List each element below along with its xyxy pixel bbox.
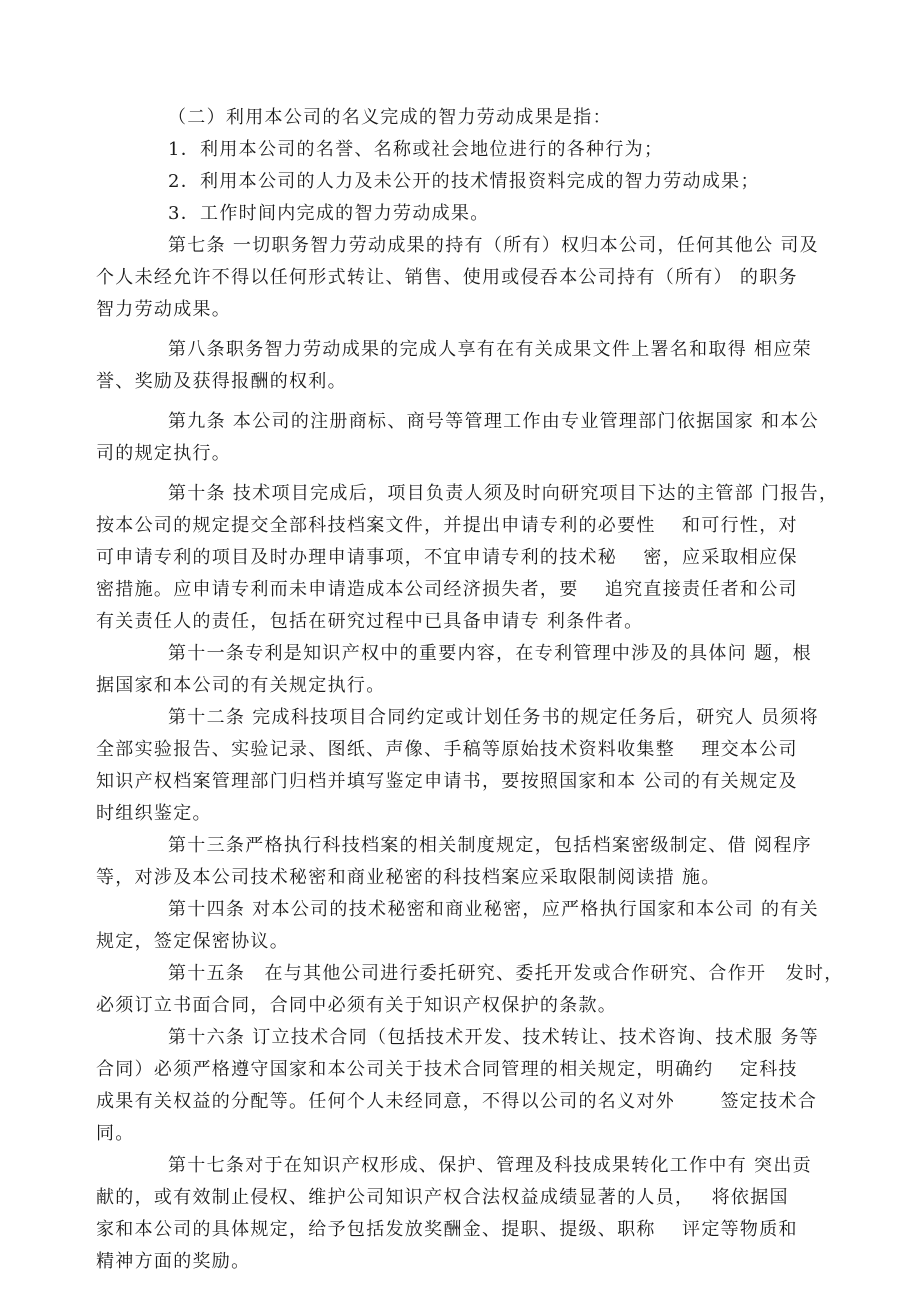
text-line: 献的，或有效制止侵权、维护公司知识产权合法权益成绩显著的人员， 将依据国	[96, 1187, 789, 1208]
text-line: 知识产权档案管理部门归档并填写鉴定申请书，要按照国家和本 公司的有关规定及	[96, 771, 798, 792]
text-line: 密措施。应申请专利而未申请造成本公司经济损失者，要 追究直接责任者和公司	[96, 579, 798, 600]
text-line: 合同）必须严格遵守国家和本公司关于技术合同管理的相关规定，明确约 定科技	[96, 1059, 798, 1080]
text-line: 规定，签定保密协议。	[96, 931, 289, 952]
text-line: 第十五条 在与其他公司进行委托研究、委托开发或合作研究、合作开 发时，	[168, 963, 844, 984]
text-line: 智力劳动成果。	[96, 299, 232, 320]
text-line: 据国家和本公司的有关规定执行。	[96, 675, 386, 696]
text-line: 同。	[96, 1123, 135, 1144]
text-line: 司的规定执行。	[96, 443, 232, 464]
text-line: 有关责任人的责任，包括在研究过程中已具备申请专 利条件者。	[96, 611, 644, 632]
text-line: 第九条 本公司的注册商标、商号等管理工作由专业管理部门依据国家 和本公	[168, 411, 819, 432]
text-line: 2．利用本公司的人力及未公开的技术情报资料完成的智力劳动成果；	[168, 171, 760, 192]
text-line: 3．工作时间内完成的智力劳动成果。	[168, 203, 490, 224]
text-line: 成果有关权益的分配等。任何个人未经同意，不得以公司的名义对外 签定技术合	[96, 1091, 818, 1112]
text-line: 第十条 技术项目完成后，项目负责人须及时向研究项目下达的主管部 门报告，	[168, 483, 839, 504]
text-line: 时组织鉴定。	[96, 803, 212, 824]
text-line: 等，对涉及本公司技术秘密和商业秘密的科技档案应采取限制阅读措 施。	[96, 867, 721, 888]
text-line: 第十一条专利是知识产权中的重要内容，在专利管理中涉及的具体问 题，根	[168, 643, 812, 664]
text-line: 第十四条 对本公司的技术秘密和商业秘密，应严格执行国家和本公司 的有关	[168, 899, 819, 920]
text-line: 全部实验报告、实验记录、图纸、声像、手稿等原始技术资料收集整 理交本公司	[96, 739, 798, 760]
text-line: （二）利用本公司的名义完成的智力劳动成果是指：	[168, 107, 612, 128]
text-line: 第七条 一切职务智力劳动成果的持有（所有）权归本公司，任何其他公 司及	[168, 235, 819, 256]
text-line: 第十七条对于在知识产权形成、保护、管理及科技成果转化工作中有 突出贡	[168, 1155, 812, 1176]
text-line: 第八条职务智力劳动成果的完成人享有在有关成果文件上署名和取得 相应荣	[168, 339, 812, 360]
document-body	[96, 102, 856, 1278]
text-line: 第十三条严格执行科技档案的相关制度规定，包括档案密级制定、借 阅程序	[168, 835, 812, 856]
text-line: 可申请专利的项目及时办理申请事项，不宜申请专利的技术秘 密，应采取相应保	[96, 547, 798, 568]
text-line: 誉、奖励及获得报酬的权利。	[96, 371, 347, 392]
text-line: 必须订立书面合同，合同中必须有关于知识产权保护的条款。	[96, 995, 618, 1016]
text-line: 精神方面的奖励。	[96, 1251, 251, 1272]
text-line: 家和本公司的具体规定，给予包括发放奖酬金、提职、提级、职称 评定等物质和	[96, 1219, 798, 1240]
text-line: 第十六条 订立技术合同（包括技术开发、技术转让、技术咨询、技术服 务等	[168, 1027, 819, 1048]
text-line: 个人未经允许不得以任何形式转让、销售、使用或侵吞本公司持有（所有） 的职务	[96, 267, 798, 288]
text-line: 第十二条 完成科技项目合同约定或计划任务书的规定任务后，研究人 员须将	[168, 707, 819, 728]
text-line: 按本公司的规定提交全部科技档案文件，并提出申请专利的必要性 和可行性，对	[96, 515, 798, 536]
text-line: 1．利用本公司的名誉、名称或社会地位进行的各种行为；	[168, 139, 664, 160]
